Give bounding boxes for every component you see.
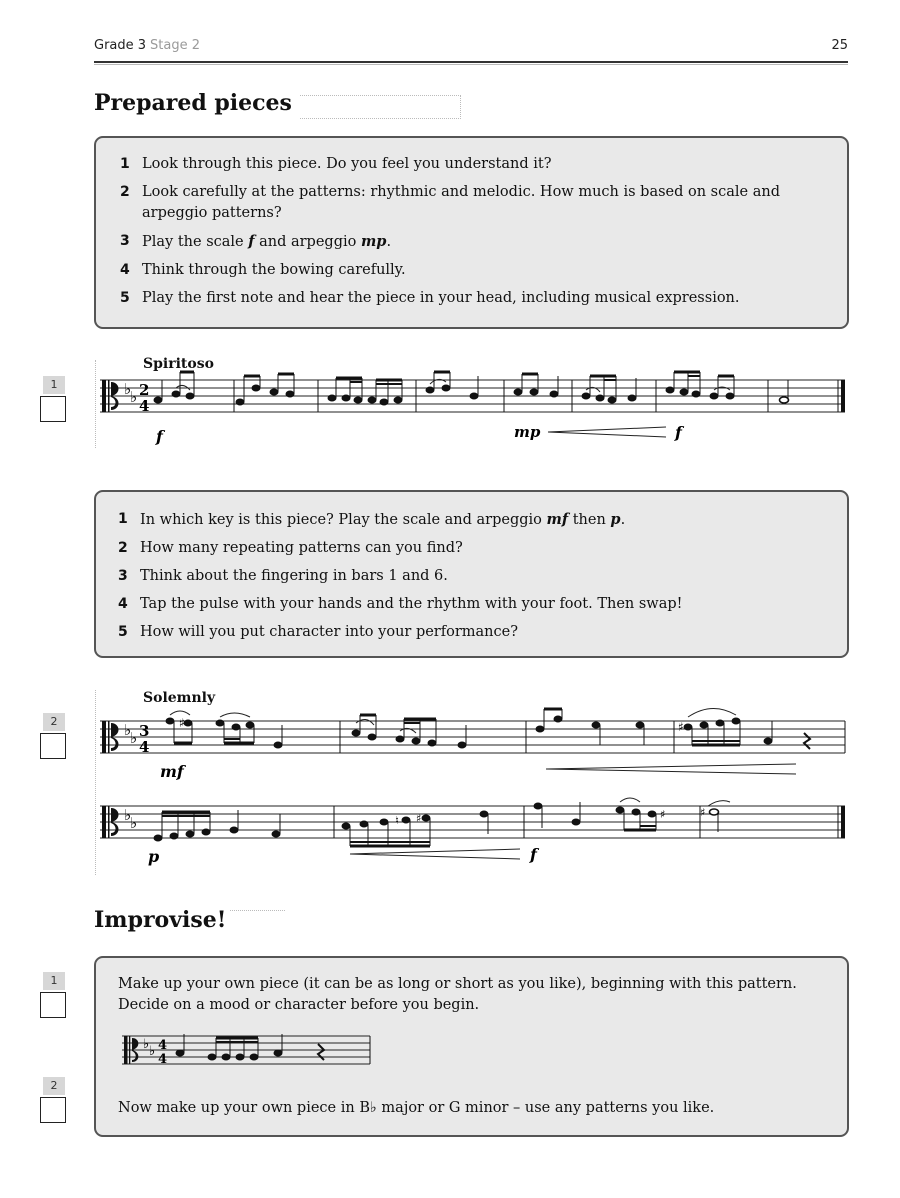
note [184,720,192,726]
dynamic-f: f [248,233,255,250]
note [236,399,244,405]
note [550,391,558,397]
note [422,815,430,821]
crescendo-hairpin [546,764,796,774]
marker-number: 1 [43,972,65,990]
dynamic-p: p [610,511,621,528]
note [176,1050,184,1056]
title-decoration [300,95,461,119]
note [632,809,640,815]
note [252,385,260,391]
note [172,391,180,397]
note [666,387,674,393]
list-item: 5 How will you put character into your performance? [118,624,518,640]
note [232,724,240,730]
time-sig-bottom: 4 [158,1052,168,1067]
note [272,831,280,837]
note [636,722,644,728]
note [246,722,254,728]
improvise-box [94,956,849,1137]
key-flat-2: ♭ [149,1044,156,1059]
time-sig-top: 4 [158,1038,168,1053]
note [628,395,636,401]
key-flat-1: ♭ [124,806,132,824]
section-title-prepared: Prepared pieces [94,90,292,116]
instruction-box-2 [94,490,849,658]
note [270,389,278,395]
dynamic-mp: mp [360,233,387,250]
note [236,1054,244,1060]
note [216,720,224,726]
header-rule-thin [94,64,848,65]
natural-sign: ♮ [395,814,399,827]
time-sig-top: 2 [139,381,150,399]
staff-1 [100,380,850,450]
crotchet-rest [318,1044,324,1060]
instruction-list-2 [118,509,827,643]
instruction-box-1 [94,136,849,329]
note [402,817,410,823]
tick-box[interactable] [40,992,66,1018]
dynamic-mf: mf [546,511,569,528]
page-number: 25 [831,38,848,53]
key-flat-2: ♭ [130,388,138,406]
note [442,385,450,391]
note [572,819,580,825]
note [274,1050,282,1056]
dynamic-f: f [156,427,163,446]
note [368,397,376,403]
header-rule [94,61,848,63]
dynamic-mp: mp [514,423,541,441]
improvise-staff [122,1036,382,1076]
note [154,397,162,403]
note [534,803,542,809]
note [166,718,174,724]
note [726,393,734,399]
note [342,823,350,829]
dynamic-f: f [675,423,682,442]
header-grade: Grade 3 Stage 2 [94,38,201,53]
time-sig-top: 3 [139,722,150,740]
note [368,734,376,740]
instruction-list-1 [120,154,827,309]
key-flat-1: ♭ [124,721,132,739]
sharp-sign: ♯ [179,716,185,730]
key-flat-1: ♭ [143,1037,150,1052]
note [514,389,522,395]
improvise-text-2: Now make up your own piece in B♭ major or G minor – use any patterns you like. [118,1100,715,1116]
note [764,738,772,744]
note [458,742,466,748]
note [596,395,604,401]
note [186,393,194,399]
note [274,742,282,748]
sharp-sign: ♯ [660,808,666,821]
note [470,393,478,399]
crescendo-hairpin [350,849,520,859]
half-note [710,809,719,815]
key-flat-2: ♭ [130,729,138,747]
note [680,389,688,395]
sharp-sign: ♯ [700,806,706,819]
list-item: 4 Tap the pulse with your hands and the rhythm with your foot. Then swap! [118,596,683,612]
list-item: 4 Think through the bowing carefully. [120,262,406,278]
note [412,738,420,744]
note [394,397,402,403]
note [554,716,562,722]
note [342,395,350,401]
note [582,393,590,399]
tick-box[interactable] [40,1097,66,1123]
note [648,811,656,817]
note [700,722,708,728]
note [684,724,692,730]
note [352,730,360,736]
key-flat-2: ♭ [130,814,138,832]
note [716,720,724,726]
dynamic-mf: mf [160,762,184,781]
staff-2a [100,716,850,781]
tempo-marking-1: Spiritoso [143,356,214,372]
margin-guide [95,690,96,875]
note [616,807,624,813]
key-flat-1: ♭ [124,380,132,398]
time-sig-bottom: 4 [139,397,150,415]
note [208,1054,216,1060]
note [530,389,538,395]
note [186,831,194,837]
list-item: 3 Play the scale f and arpeggio mp. [120,233,392,250]
list-item: 1 In which key is this piece? Play the scale and arpeggio mf then p. [118,511,626,528]
note [202,829,210,835]
note [692,391,700,397]
list-item: 3 Think about the fingering in bars 1 and 6. [118,568,448,584]
half-note [780,397,789,403]
marker-number: 2 [43,1077,65,1095]
note [592,722,600,728]
sharp-sign: ♯ [678,720,684,734]
note [428,740,436,746]
title-decoration [230,910,285,911]
note [360,821,368,827]
note [328,395,336,401]
note [480,811,488,817]
margin-guide [95,360,96,448]
note [380,399,388,405]
note [154,835,162,841]
page-header [94,36,848,60]
tick-box[interactable] [40,396,66,422]
note [380,819,388,825]
note [250,1054,258,1060]
section-title-improvise: Improvise! [94,907,227,933]
header-stage: Stage 2 [150,38,201,53]
improvise-text-1: Make up your own piece (it can be as long or short as you like), beginning with this pattern. Decide on a mood or character before you begin. [118,976,797,1013]
note [732,718,740,724]
note [536,726,544,732]
crescendo-hairpin [548,427,666,437]
crotchet-rest [804,733,810,749]
list-item: 1 Look through this piece. Do you feel you understand it? [120,156,552,172]
tempo-marking-2: Solemnly [143,690,216,706]
marker-number: 2 [43,713,65,731]
list-item: 2 How many repeating patterns can you find? [118,540,463,556]
note [230,827,238,833]
tick-box[interactable] [40,733,66,759]
dynamic-p: p [148,847,160,866]
sharp-sign: ♯ [416,812,422,825]
note [286,391,294,397]
note [170,833,178,839]
note [710,393,718,399]
dynamic-f: f [530,845,537,864]
marker-number: 1 [43,376,65,394]
note [608,397,616,403]
list-item: 5 Play the first note and hear the piece in your head, including musical expression. [120,290,740,306]
note [426,387,434,393]
time-sig-bottom: 4 [139,738,150,756]
list-item: 2 Look carefully at the patterns: rhythmic and melodic. How much is based on scale and arpeggio patterns? [120,184,780,221]
note [222,1054,230,1060]
note [396,736,404,742]
note [354,397,362,403]
staff-2b [100,806,850,866]
